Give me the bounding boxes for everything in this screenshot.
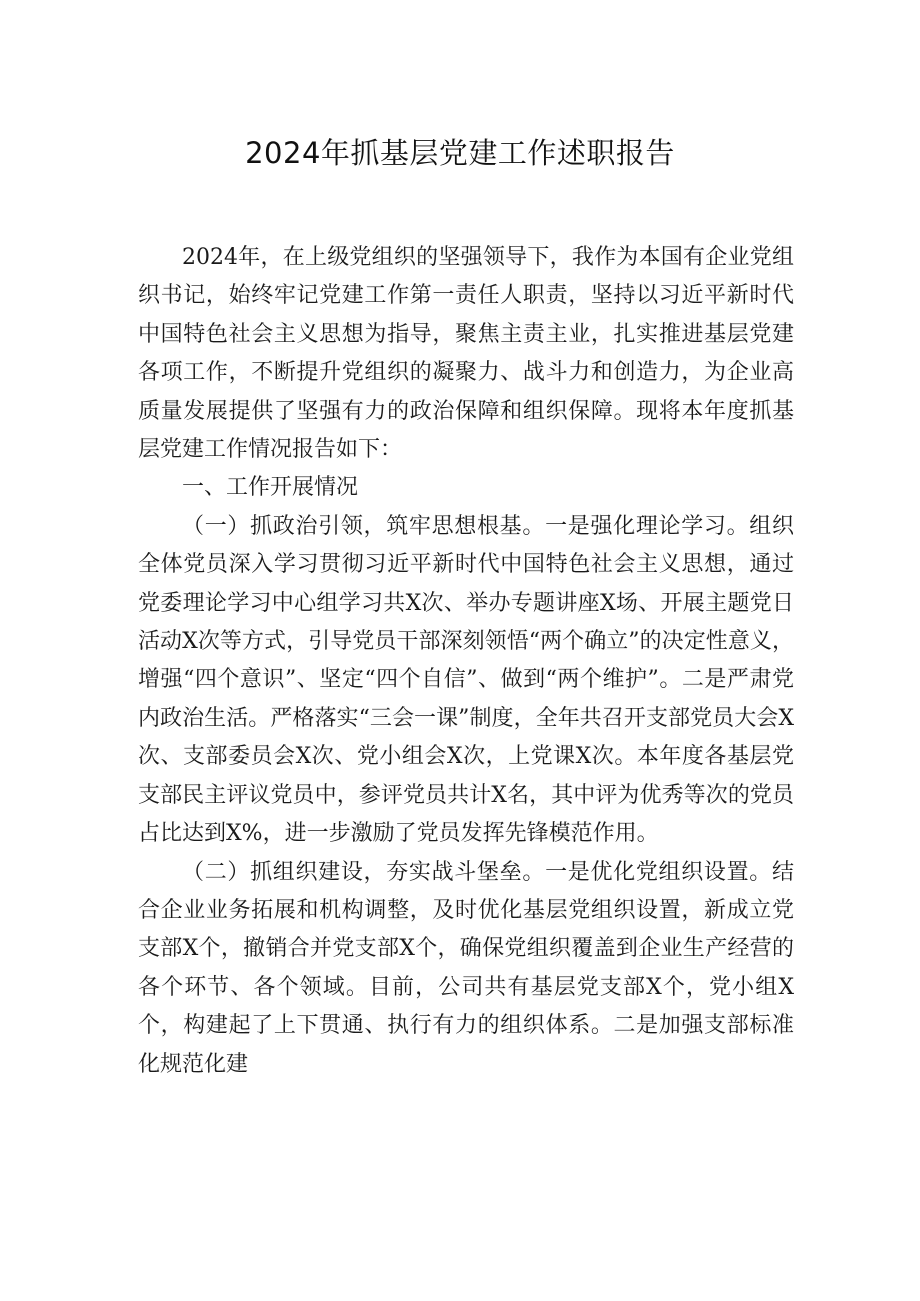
document-title: 2024年抓基层党建工作述职报告 — [245, 136, 675, 170]
intro-paragraph: 2024年，在上级党组织的坚强领导下，我作为本国有企业党组织书记，始终牢记党建工作第一责任人职责，坚持以习近平新时代中国特色社会主义思想为指导，聚焦主责主业，扎实推进基层党建各项工作，不断提升党组织的凝聚力、战斗力和创造力，为企业高质量发展提供了坚强有力的政治保障和组织保障。现将本年度抓基层党建工作情况报告如下： — [138, 245, 794, 463]
document-body — [138, 239, 794, 1084]
subsection-paragraph-organization: （二）抓组织建设，夯实战斗堡垒。一是优化党组织设置。结合企业业务拓展和机构调整，及时优化基层党组织设置，新成立党支部X个，撤销合并党支部X个，确保党组织覆盖到企业生产经营的各个环节、各个领域。目前，公司共有基层党支部X个，党小组X个，构建起了上下贯通、执行有力的组织体系。二是加强支部标准化规范化建 — [138, 859, 794, 1077]
section-heading: 一、工作开展情况 — [182, 475, 359, 501]
subsection-paragraph-political: （一）抓政治引领，筑牢思想根基。一是强化理论学习。组织全体党员深入学习贯彻习近平新时代中国特色社会主义思想，通过党委理论学习中心组学习共X次、举办专题讲座X场、开展主题党日活动X次等方式，引导党员干部深刻领悟“两个确立”的决定性意义，增强“四个意识”、坚定“四个自信”、做到“两个维护”。二是严肃党内政治生活。严格落实“三会一课”制度，全年共召开支部党员大会X次、支部委员会X次、党小组会X次，上党课X次。本年度各基层党支部民主评议党员中，参评党员共计X名，其中评为优秀等次的党员占比达到X%，进一步激励了党员发挥先锋模范作用。 — [138, 513, 795, 847]
